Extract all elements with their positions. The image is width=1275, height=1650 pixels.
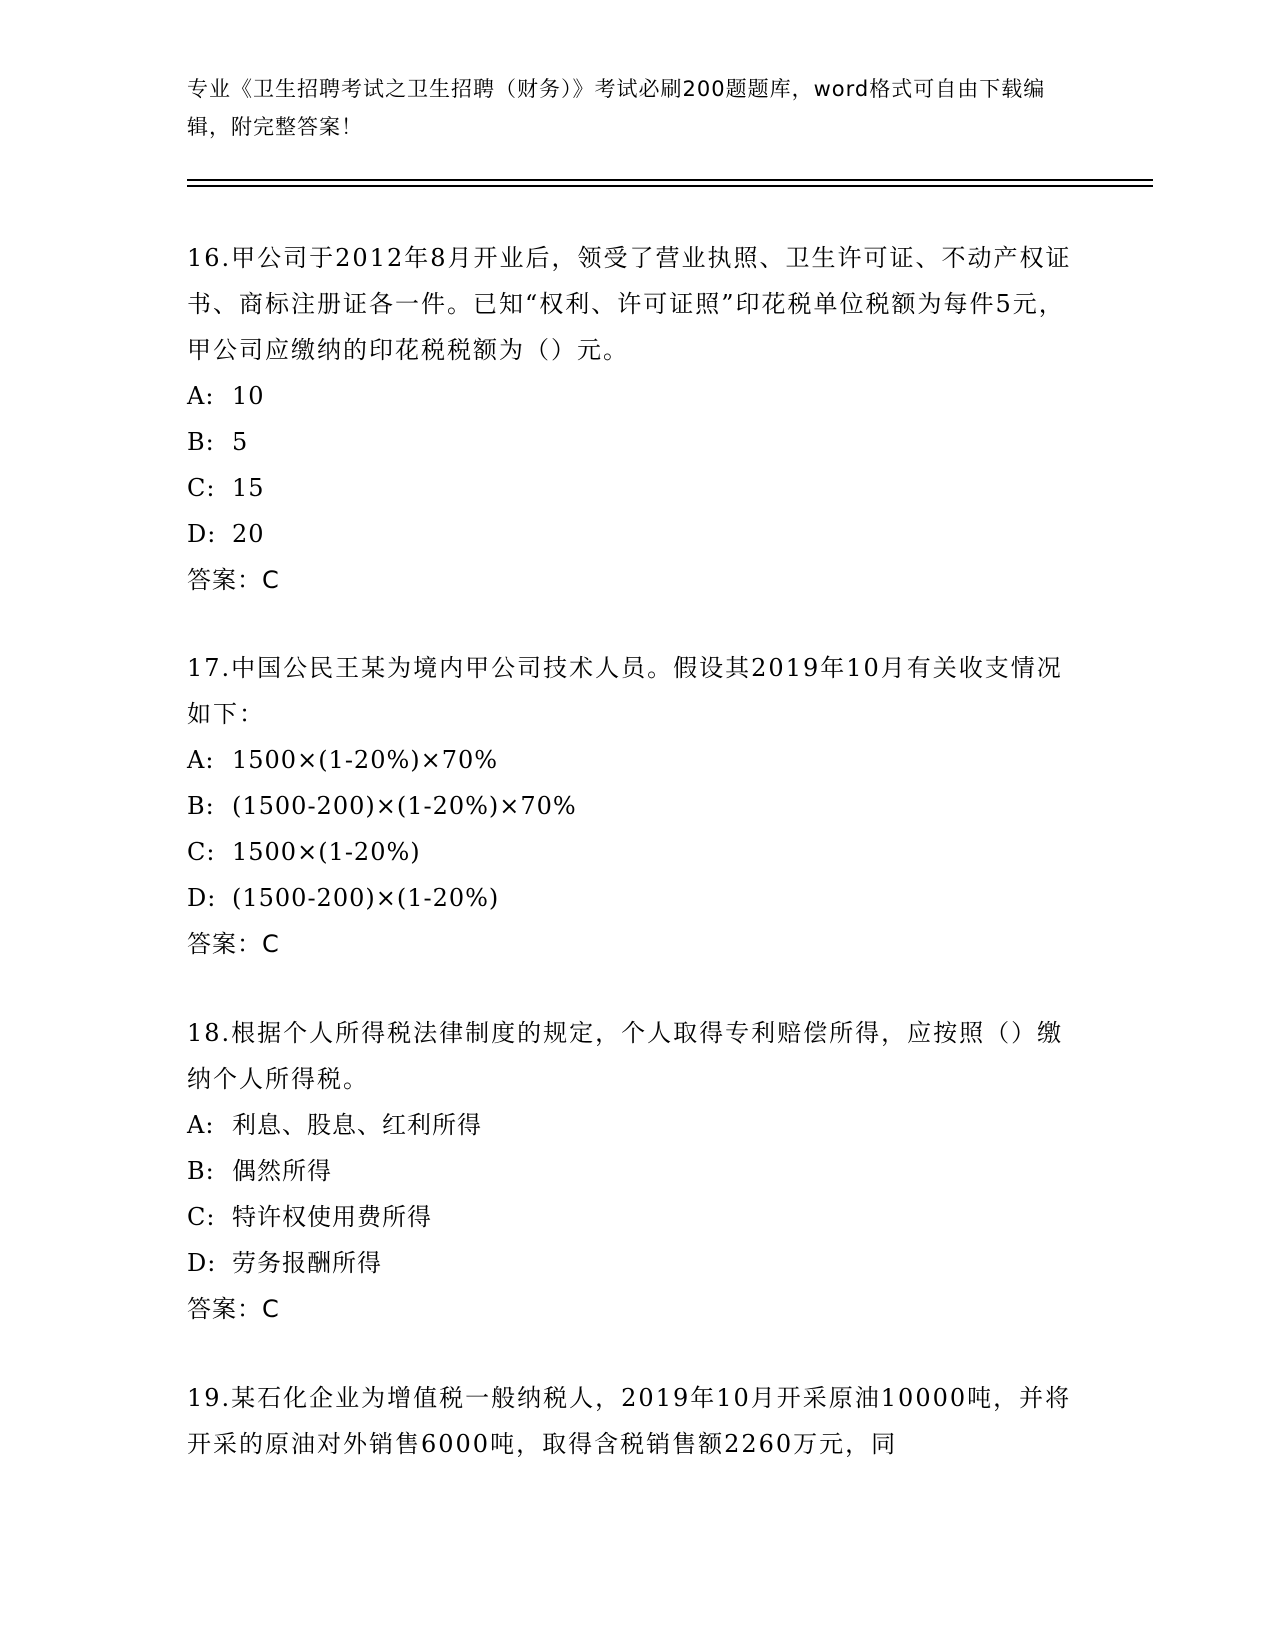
option-text: 5 — [232, 428, 249, 456]
question-text: 18.根据个人所得税法律制度的规定，个人取得专利赔偿所得，应按照（）缴纳个人所得税。 — [187, 1019, 1064, 1093]
option-letter: A: — [187, 382, 215, 410]
option-text: 特许权使用费所得 — [232, 1203, 432, 1231]
question-text: 19.某石化企业为增值税一般纳税人，2019年10月开采原油10000吨，并将开采的原油对外销售6000吨，取得含税销售额2260万元，同 — [187, 1384, 1072, 1458]
option-d — [187, 875, 1087, 921]
question-text: 16.甲公司于2012年8月开业后，领受了营业执照、卫生许可证、不动产权证书、商标注册证各一件。已知“权利、许可证照”印花税单位税额为每件5元，甲公司应缴纳的印花税税额为（）元。 — [187, 244, 1072, 364]
option-text: 1500×(1-20%)×70% — [232, 746, 499, 774]
option-d — [187, 511, 1087, 557]
option-a — [187, 1102, 1087, 1148]
option-text: 20 — [232, 520, 265, 548]
answer: 答案：C — [187, 1295, 280, 1323]
option-d — [187, 1240, 1087, 1286]
answer: 答案：C — [187, 930, 280, 958]
option-text: 10 — [232, 382, 265, 410]
option-text: (1500-200)×(1-20%) — [232, 884, 500, 912]
option-text: (1500-200)×(1-20%)×70% — [232, 792, 577, 820]
option-text: 劳务报酬所得 — [232, 1249, 382, 1277]
document-header: 专业《卫生招聘考试之卫生招聘（财务）》考试必刷200题题库，word格式可自由下载编辑，附完整答案！ — [187, 77, 1046, 139]
option-a — [187, 373, 1087, 419]
question-text: 17.中国公民王某为境内甲公司技术人员。假设其2019年10月有关收支情况如下： — [187, 654, 1063, 728]
option-text: 15 — [232, 474, 265, 502]
option-letter: B: — [187, 792, 215, 820]
option-letter: D: — [187, 1249, 217, 1277]
option-letter: C: — [187, 838, 216, 866]
option-c — [187, 465, 1087, 511]
option-c — [187, 829, 1087, 875]
option-letter: A: — [187, 1111, 215, 1139]
option-text: 利息、股息、红利所得 — [232, 1111, 482, 1139]
option-c — [187, 1194, 1087, 1240]
option-b — [187, 783, 1087, 829]
question-19 — [187, 1375, 1087, 1467]
option-letter: D: — [187, 884, 217, 912]
option-letter: A: — [187, 746, 215, 774]
option-letter: C: — [187, 1203, 216, 1231]
option-letter: B: — [187, 1157, 215, 1185]
question-16 — [187, 235, 1087, 603]
header-divider-bottom — [187, 185, 1153, 187]
option-letter: D: — [187, 520, 217, 548]
option-text: 1500×(1-20%) — [232, 838, 421, 866]
option-letter: C: — [187, 474, 216, 502]
question-18 — [187, 1010, 1087, 1332]
answer: 答案：C — [187, 566, 280, 594]
option-text: 偶然所得 — [232, 1157, 332, 1185]
header-divider-top — [187, 179, 1153, 181]
option-b — [187, 1148, 1087, 1194]
question-17 — [187, 645, 1087, 967]
option-letter: B: — [187, 428, 215, 456]
option-b — [187, 419, 1087, 465]
option-a — [187, 737, 1087, 783]
